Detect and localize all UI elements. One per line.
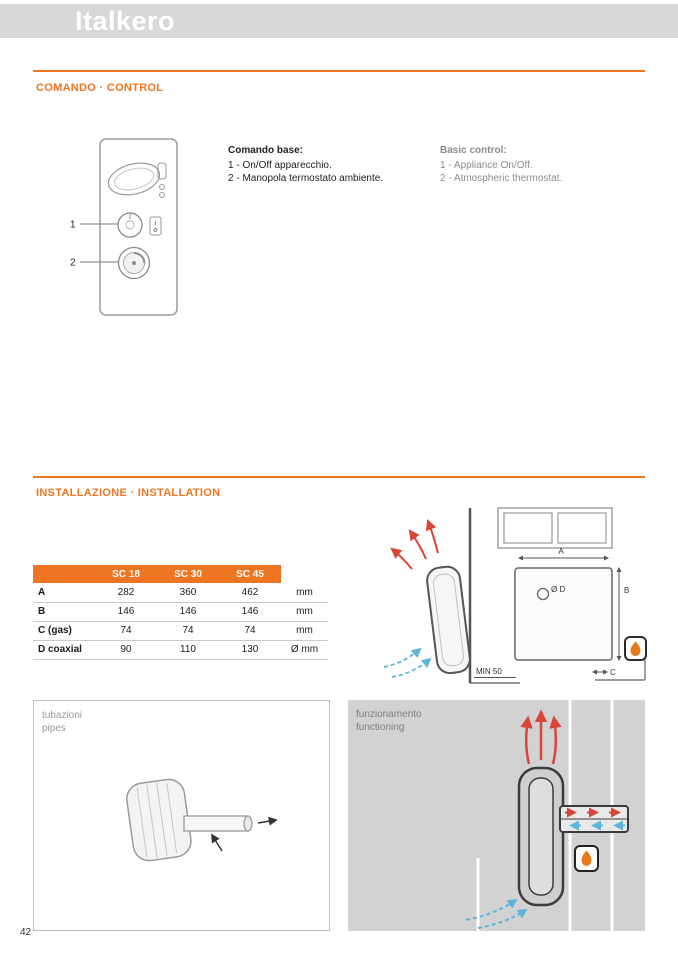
col-header-sc18: SC 18: [95, 565, 157, 583]
front-installation-diagram: [487, 505, 647, 690]
basic-control-text: [440, 144, 640, 186]
comando-base-line2: 2 - Manopola termostato ambiente.: [228, 173, 384, 184]
comando-base-text: [228, 144, 428, 186]
row-label-c-gas: C (gas): [33, 621, 95, 640]
pipes-panel: [33, 700, 330, 931]
section-heading-comando: COMANDO · CONTROL: [36, 82, 164, 94]
comando-base-line1: 1 - On/Off apparecchio.: [228, 159, 332, 171]
section-heading-installazione: INSTALLAZIONE · INSTALLATION: [36, 487, 221, 499]
dim-a-label: A: [558, 547, 564, 556]
dimension-c: [593, 668, 616, 677]
hot-air-arrows: [392, 521, 438, 569]
unit-header-cell: [281, 565, 328, 583]
callout-2: 2: [70, 257, 76, 269]
pipes-title-en: pipes: [42, 723, 66, 734]
heater-side-view: [426, 565, 472, 674]
functioning-panel: [348, 700, 645, 931]
dim-d-label: Ø D: [551, 585, 566, 594]
heater-profile: [519, 768, 563, 905]
basic-control-title: Basic control:: [440, 145, 507, 156]
cell-value: 146: [95, 602, 157, 621]
coaxial-pipe: [184, 816, 252, 831]
col-header-sc30: SC 30: [157, 565, 219, 583]
basic-control-line2: 2 - Atmospheric thermostat.: [440, 173, 563, 184]
cell-value: 74: [157, 621, 219, 640]
cell-unit: Ø mm: [281, 640, 328, 659]
page-number: 42: [20, 927, 32, 938]
cold-air-arrows: [384, 649, 430, 677]
cell-value: 146: [157, 602, 219, 621]
cell-value: 110: [157, 640, 219, 659]
basic-control-line1: 1 - Appliance On/Off.: [440, 159, 533, 171]
hot-air-arrows: [526, 712, 556, 764]
coaxial-flue-pipe: [560, 806, 628, 832]
heater-front-view: [515, 568, 612, 660]
table-row: [33, 640, 328, 659]
functioning-drawing: [348, 700, 645, 931]
table-row: [33, 602, 328, 621]
cell-value: 146: [219, 602, 281, 621]
dim-c-label: C: [610, 668, 616, 677]
flame-icon: [625, 637, 646, 660]
min-clearance-label: MIN 50: [476, 667, 502, 676]
cell-value: 360: [157, 583, 219, 602]
row-label-d-coaxial: D coaxial: [33, 640, 95, 659]
row-label-a: A: [33, 583, 95, 602]
cell-unit: mm: [281, 583, 328, 602]
pipes-title-it: tubazioni: [42, 710, 83, 721]
section-divider: [33, 70, 645, 72]
cell-unit: mm: [281, 602, 328, 621]
cell-value: 74: [95, 621, 157, 640]
dim-b-label: B: [624, 586, 630, 595]
table-row: [33, 583, 328, 602]
pipe-drawing: [34, 701, 331, 932]
table-row: [33, 621, 328, 640]
cell-value: 282: [95, 583, 157, 602]
window: [498, 508, 612, 548]
callout-1: 1: [70, 219, 76, 231]
cell-unit: mm: [281, 621, 328, 640]
control-panel-diagram: [58, 135, 248, 320]
comando-base-title: Comando base:: [228, 145, 304, 156]
direction-arrow: [258, 820, 276, 823]
functioning-title-it: funzionamento: [356, 709, 422, 720]
dimensions-table: [33, 565, 328, 660]
brand-logo: Italkero: [75, 6, 176, 36]
cell-value: 462: [219, 583, 281, 602]
direction-arrow: [212, 835, 222, 851]
onoff-knob: [118, 213, 142, 237]
cell-value: 74: [219, 621, 281, 640]
cold-air-arrows: [466, 900, 526, 928]
table-header-row: [33, 565, 328, 583]
wall-section: [125, 777, 193, 862]
cell-value: 130: [219, 640, 281, 659]
row-label-b: B: [33, 602, 95, 621]
corner-cell: [33, 565, 95, 583]
col-header-sc45: SC 45: [219, 565, 281, 583]
brand-strip: [0, 4, 678, 38]
flame-icon: [575, 846, 598, 871]
functioning-title-en: functioning: [356, 722, 405, 733]
cell-value: 90: [95, 640, 157, 659]
section-divider: [33, 476, 645, 478]
thermostat-knob: [119, 248, 150, 279]
